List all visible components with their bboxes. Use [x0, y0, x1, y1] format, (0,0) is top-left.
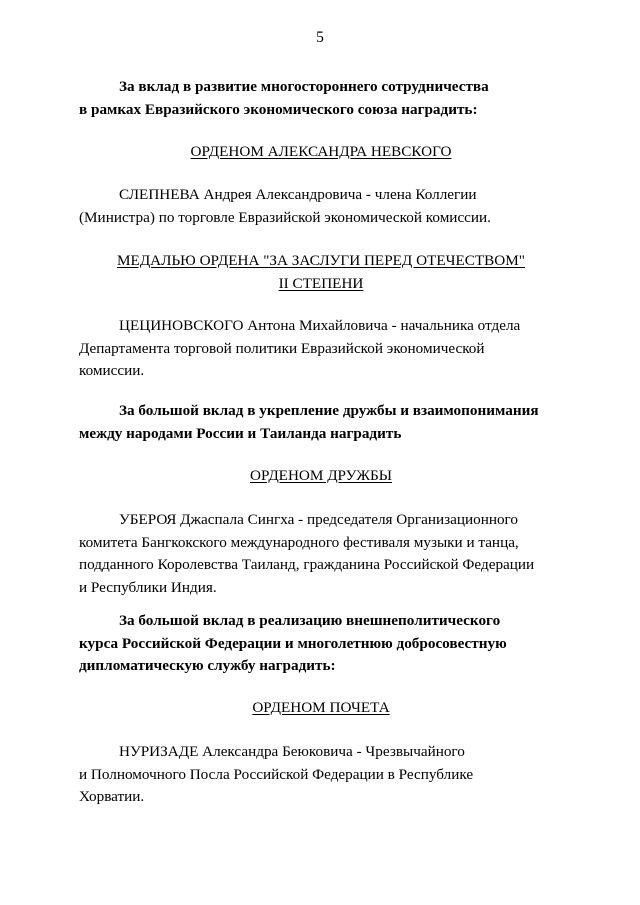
recipient-line: и Полномочного Посла Российской Федерации в Республике [79, 765, 474, 783]
page-number: 5 [316, 29, 324, 46]
recipient-3 [79, 509, 563, 599]
award-title-1 [79, 141, 563, 164]
intro-line: курса Российской Федерации и многолетнюю добросовестную [79, 634, 507, 652]
intro-line: между народами России и Таиланда наградить [79, 424, 402, 442]
recipient-line: комиссии. [79, 362, 145, 379]
recipient-1 [79, 184, 563, 229]
recipient-4 [79, 741, 563, 809]
recipient-line: СЛЕПНЕВА Андрея Александровича - члена Коллегии [119, 186, 477, 203]
recipient-line: УБЕРОЯ Джаспала Сингха - председателя Организационного [119, 511, 518, 528]
award-intro-4 [79, 610, 563, 678]
award-name: ОРДЕНОМ ДРУЖБЫ [250, 467, 392, 484]
intro-line: За большой вклад в укрепление дружбы и взаимопонимания [119, 402, 539, 419]
intro-line: За вклад в развитие многостороннего сотрудничества [119, 78, 489, 95]
recipient-line: комитета Бангкокского международного фестиваля музыки и танца, [79, 533, 519, 551]
award-name: МЕДАЛЬЮ ОРДЕНА "ЗА ЗАСЛУГИ ПЕРЕД ОТЕЧЕСТВОМ" [117, 252, 525, 269]
recipient-line: НУРИЗАДЕ Александра Беюковича - Чрезвычайного [119, 743, 465, 760]
award-name: ОРДЕНОМ ПОЧЕТА [252, 699, 390, 716]
award-degree: II СТЕПЕНИ [278, 274, 364, 292]
award-title-2 [79, 250, 563, 295]
recipient-2 [79, 315, 563, 383]
recipient-line: и Республики Индия. [79, 578, 217, 596]
recipient-line: (Министра) по торговле Евразийской экономической комиссии. [79, 208, 491, 226]
recipient-line: ЦЕЦИНОВСКОГО Антона Михайловича - начальника отдела [119, 317, 521, 334]
intro-line: в рамках Евразийского экономического союза наградить: [79, 100, 478, 118]
recipient-line: подданного Королевства Таиланд, гражданина Российской Федерации [79, 556, 535, 573]
award-intro-1 [79, 76, 563, 121]
intro-line: дипломатическую службу наградить: [79, 657, 336, 674]
recipient-line: Департамента торговой политики Евразийской экономической [79, 339, 485, 357]
award-title-3 [79, 465, 563, 488]
recipient-line: Хорватии. [79, 788, 145, 805]
award-intro-3 [79, 400, 563, 445]
award-name: ОРДЕНОМ АЛЕКСАНДРА НЕВСКОГО [190, 143, 452, 160]
award-title-4 [79, 697, 563, 720]
intro-line: За большой вклад в реализацию внешнеполитического [119, 612, 501, 629]
